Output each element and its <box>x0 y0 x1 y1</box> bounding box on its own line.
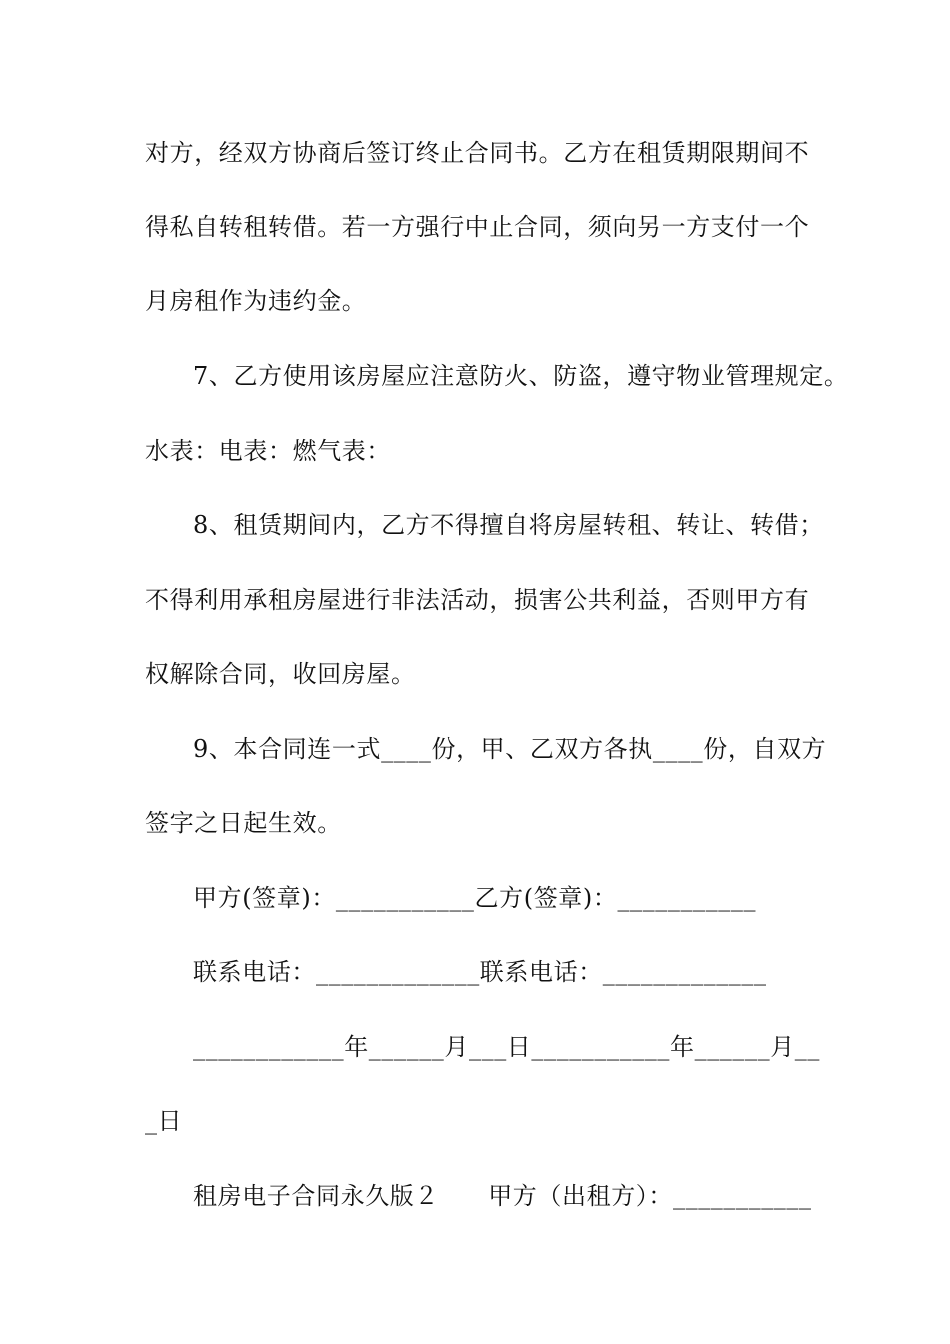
date-line: ____________年______月___日___________年______月__ <box>193 1033 820 1061</box>
signature-line: 甲方(签章)：___________乙方(签章)：___________ <box>193 884 757 912</box>
section-title-line: 租房电子合同永久版２ 甲方（出租方）：___________ <box>193 1182 812 1210</box>
paragraph-line: 得私自转租转借。若一方强行中止合同，须向另一方支付一个 <box>145 213 810 241</box>
paragraph-line: 权解除合同，收回房屋。 <box>145 660 416 688</box>
paragraph-line: 月房租作为违约金。 <box>145 287 367 315</box>
date-line-continuation: _日 <box>145 1107 183 1135</box>
paragraph-line: 签字之日起生效。 <box>145 809 342 837</box>
paragraph-line: 对方，经双方协商后签订终止合同书。乙方在租赁期限期间不 <box>145 139 810 167</box>
meter-readings-line: 水表：电表：燃气表： <box>145 437 391 465</box>
clause-9: 9、本合同连一式____份，甲、乙双方各执____份，自双方 <box>193 735 827 763</box>
contact-phone-line: 联系电话：_____________联系电话：_____________ <box>193 958 767 986</box>
clause-7: 7、乙方使用该房屋应注意防火、防盗，遵守物业管理规定。 <box>193 362 849 390</box>
paragraph-line: 不得利用承租房屋进行非法活动，损害公共利益，否则甲方有 <box>145 586 810 614</box>
clause-8: 8、租赁期间内，乙方不得擅自将房屋转租、转让、转借； <box>193 511 824 539</box>
